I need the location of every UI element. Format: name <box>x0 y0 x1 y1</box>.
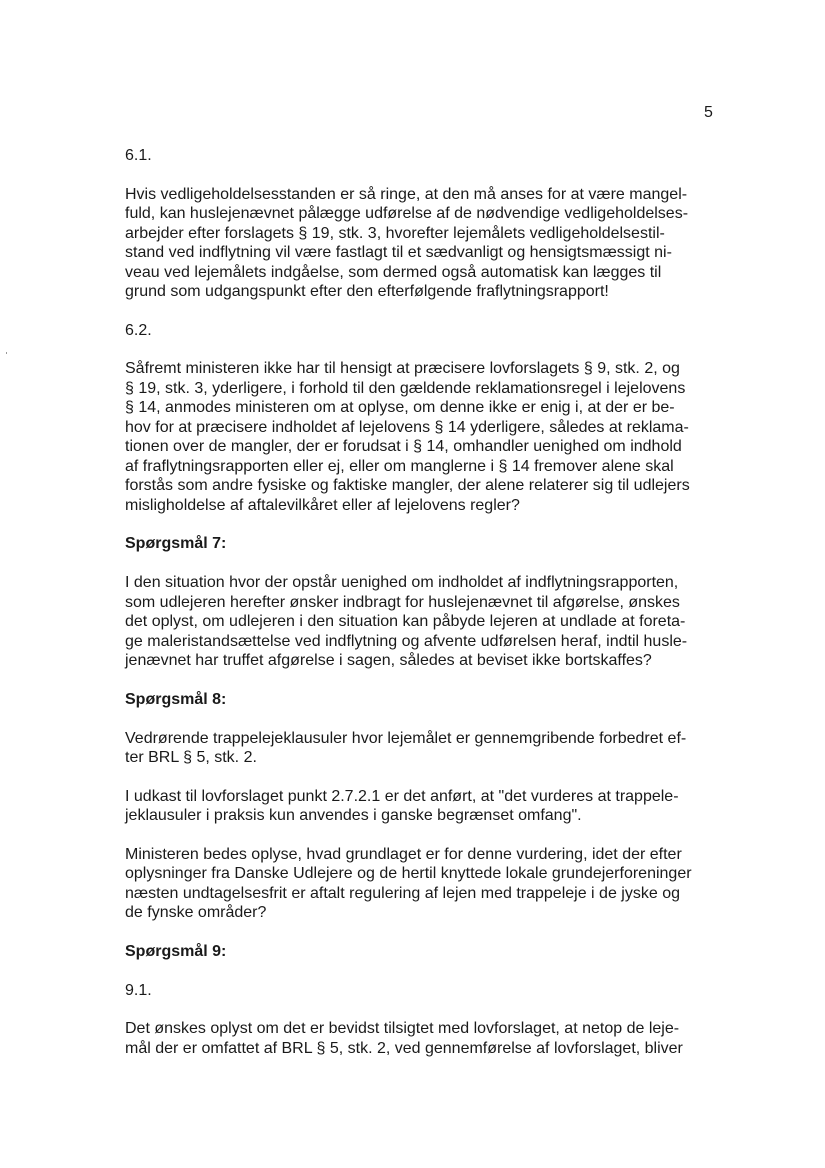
text-line: I den situation hvor der opstår uenighed om indholdet af indflytningsrapporten, <box>125 574 679 591</box>
text-line: 9.1. <box>125 981 152 999</box>
question-7-heading <box>125 534 725 554</box>
question-7-paragraph <box>125 573 725 671</box>
text-line: de fynske områder? <box>125 904 267 921</box>
paragraph-9-1 <box>125 1019 725 1058</box>
text-line: Såfremt ministeren ikke har til hensigt at præcisere lovforslagets § 9, stk. 2, og <box>125 360 680 377</box>
text-line: misligholdelse af aftalevilkåret eller af lejelovens regler? <box>125 496 520 514</box>
scan-artifact <box>6 352 7 354</box>
text-line: som udlejeren herefter ønsker indbragt for huslejenævnet til afgørelse, ønskes <box>125 593 680 611</box>
text-line: hov for at præcisere indholdet af lejelovens § 14 yderligere, således at reklama- <box>125 418 689 436</box>
heading-text: Spørgsmål 9: <box>125 942 227 960</box>
heading-text: Spørgsmål 8: <box>125 690 227 708</box>
text-line: Det ønskes oplyst om det er bevidst tilsigtet med lovforslaget, at netop de leje- <box>125 1020 680 1037</box>
page-number: 5 <box>704 104 713 121</box>
text-line: arbejder efter forslagets § 19, stk. 3, hvorefter lejemålets vedligeholdelsestil- <box>125 224 665 242</box>
question-8-paragraph-3 <box>125 845 725 923</box>
text-line: forstås som andre fysiske og faktiske mangler, der alene relaterer sig til udlejers <box>125 477 690 494</box>
text-line: ge maleristandsættelse ved indflytning og afvente udførelsen heraf, indtil husle- <box>125 632 688 650</box>
text-line: I udkast til lovforslaget punkt 2.7.2.1 er det anført, at "det vurderes at trappele- <box>125 787 679 805</box>
text-line: jeklausuler i praksis kun anvendes i ganske begrænset omfang". <box>125 807 582 824</box>
question-8-heading <box>125 690 725 710</box>
section-label-6-2 <box>125 321 725 341</box>
text-line: veau ved lejemålets indgåelse, som dermed også automatisk kan lægges til <box>125 263 662 281</box>
document-body <box>125 146 725 1058</box>
question-8-paragraph-2 <box>125 787 725 826</box>
text-line: § 14, anmodes ministeren om at oplyse, om denne ikke er enig i, at der er be- <box>125 399 675 416</box>
text-line: stand ved indflytning vil være fastlagt til et sædvanligt og hensigtsmæssigt ni- <box>125 244 672 261</box>
paragraph-6-2 <box>125 359 725 515</box>
text-line: mål der er omfattet af BRL § 5, stk. 2, ved gennemførelse af lovforslaget, bliver <box>125 1039 683 1057</box>
text-line: næsten undtagelsesfrit er aftalt regulering af lejen med trappeleje i de jyske og <box>125 884 680 902</box>
paragraph-6-1 <box>125 185 725 302</box>
text-line: jenævnet har truffet afgørelse i sagen, således at beviset ikke bortskaffes? <box>125 652 652 669</box>
heading-text: Spørgsmål 7: <box>125 535 227 552</box>
text-line: 6.1. <box>125 147 152 164</box>
text-line: tionen over de mangler, der er forudsat i § 14, omhandler uenighed om indhold <box>125 438 682 455</box>
text-line: fuld, kan huslejenævnet pålægge udførelse af de nødvendige vedligeholdelses- <box>125 205 689 222</box>
question-9-heading <box>125 942 725 962</box>
text-line: det oplyst, om udlejeren i den situation kan påbyde lejeren at undlade at foreta- <box>125 613 686 630</box>
text-line: Vedrørende trappelejeklausuler hvor lejemålet er gennemgribende forbedret ef- <box>125 729 687 747</box>
text-line: 6.2. <box>125 321 152 339</box>
text-line: ter BRL § 5, stk. 2. <box>125 749 257 766</box>
text-line: af fraflytningsrapporten eller ej, eller om manglerne i § 14 fremover alene skal <box>125 457 674 475</box>
text-line: Hvis vedligeholdelsesstanden er så ringe, at den må anses for at være mangel- <box>125 185 688 203</box>
section-label-9-1 <box>125 981 725 1001</box>
text-line: grund som udgangspunkt efter den efterfølgende fraflytningsrapport! <box>125 283 609 300</box>
text-line: Ministeren bedes oplyse, hvad grundlaget er for denne vurdering, idet der efter <box>125 845 682 863</box>
section-label-6-1 <box>125 146 725 166</box>
text-line: oplysninger fra Danske Udlejere og de hertil knyttede lokale grundejerforeninger <box>125 865 692 882</box>
text-line: § 19, stk. 3, yderligere, i forhold til den gældende reklamationsregel i lejelovens <box>125 379 686 397</box>
question-8-paragraph-1 <box>125 729 725 768</box>
